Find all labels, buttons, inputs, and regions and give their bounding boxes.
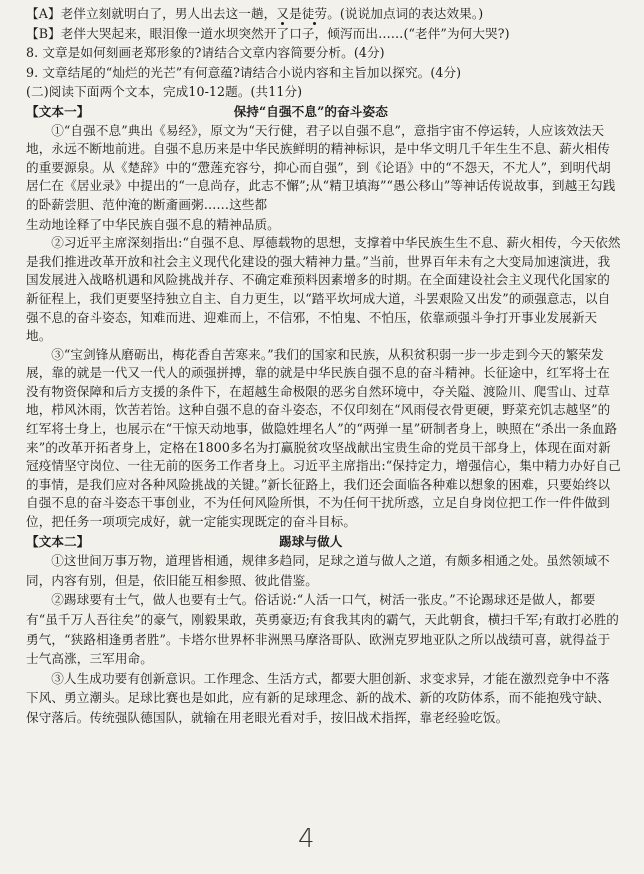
text2-title: 踢球与做人	[279, 533, 343, 549]
text1-paragraph-2: ②习近平主席深刻指出:“自强不息、厚德载物的思想，支撑着中华民族生生不息、薪火相传，今天依然是我们推进改革开放和社会主义现代化建设的强大精神力量。”当前，世界百年未有之大变局加速演进，我国发展进入战略机遇和风险挑战并存、不确定难预料因素增多的时期。在全面建设社会主义现代化国家的新征程上，我们更要坚持独立自主、自力更生，以“踏平坎坷成大道，斗罢艰险又出发”的顽强意志，以自强不息的奋斗姿态，知难而进、迎难而上，不信邪，不怕鬼、不怕压，依靠顽强斗争打开事业发展新天地。	[26, 235, 621, 344]
emphasis-word-tulao: 徒劳	[301, 6, 328, 21]
text1-paragraph-1-end: 生动地诠释了中华民族自强不息的精神品质。	[26, 216, 280, 232]
question-9: 9. 文章结尾的“灿烂的光芒”有何意蕴?请结合小说内容和主旨加以探究。(4分)	[26, 64, 462, 80]
text2-paragraph-1: ①这世间万事万物，道理皆相通，规律多趋同，足球之道与做人之道，有颇多相通之处。虽然领域不同，内容有别，但是，依旧能互相参照、彼此借鉴。	[26, 553, 610, 588]
text1-paragraph-1: ①“自强不息”典出《易经》，原文为“天行健，君子以自强不息”，意指宇宙不停运转，人应该效法天地，永远不断地前进。自强不息历来是中华民族鲜明的精神标识，是中华文明几千年生生不息、薪火相传的重要源泉。从《楚辞》中的“慸莲充容兮，抑心而自强”，到《论语》中的“不怨天，不尤人”，到明代胡居仁在《居业录》中提出的“一息尚存，此志不懈”;从“精卫填海”“愚公移山”等神话传说故事，到越王勾践的卧薪尝胆、范仲淹的断齑画粥……这些都	[26, 122, 616, 212]
text2-label: 【文本二】	[26, 533, 90, 549]
text1-label: 【文本一】	[26, 103, 90, 119]
question-8: 8. 文章是如何刻画老郑形象的?请结合文章内容简要分析。(4分)	[26, 45, 385, 61]
question-a: 【A】老伴立刻就明白了，男人出去这一趟，又是徒劳。(说说加点词的表达效果。)	[26, 6, 484, 21]
section-heading: (二)阅读下面两个文本，完成10-12题。(共11分)	[26, 84, 303, 100]
question-b: 【B】老伴大哭起来，眼泪像一道水坝突然开了口子，倾泻而出……(“老伴”为何大哭?)	[26, 25, 510, 41]
page-number: 4	[298, 824, 315, 854]
text1-header	[26, 102, 622, 122]
text2-paragraph-3: ③人生成功要有创新意识。工作理念、生活方式，都要大胆创新、求变求异，才能在激烈竞争中不落下风、勇立潮头。足球比赛也是如此，应有新的足球理念、新的战术、新的攻防体系，而不能抱残守缺、保守落后。传统强队德国队，就输在用老眼光看对手，按旧战术指挥，靠老经验吃饭。	[26, 670, 610, 725]
text2-header	[26, 532, 622, 552]
text1-title: 保持“自强不息”的奋斗姿态	[233, 103, 388, 119]
text2-paragraph-2: ②踢球要有士气，做人也要有士气。俗话说:“人活一口气，树活一张皮。”不论踢球还是做人，都要有“虽千万人吾往矣”的豪气，刚毅果敢，英勇豪迈;有食我其肉的霸气，天此朝食，横扫千军;有敢打必胜的勇气，“狭路相逢勇者胜”。卡塔尔世界杯非洲黑马摩洛哥队、欧洲克罗地亚队之所以战绩可喜，就得益于士气高涨，三军用命。	[26, 592, 619, 667]
text1-paragraph-3: ③“宝剑锋从磨砺出，梅花香自苦寒来。”我们的国家和民族，从积贫积弱一步一步走到今天的繁荣发展，靠的就是一代又一代人的顽强拼搏，靠的就是中华民族自强不息的奋斗精神。长征途中，红军将士在没有物资保障和后方支援的条件下，在超越生命极限的恶劣自然环境中，夺关隘、渡险川、爬雪山、过草地，栉风沐雨，饮苦若饴。这种自强不息的奋斗姿态，不仅印刻在“风雨侵衣骨更硬，野菜充饥志越坚”的红军将士身上，也展示在“干惊天动地事，做隐姓埋名人”的“两弹一星”研制者身上，映照在“杀出一条血路来”的改革开拓者身上，定格在1800多名为打赢脱贫攻坚战献出宝贵生命的党员干部身上，体现在面对新冠疫情坚守岗位、一往无前的医务工作者身上。习近平主席指出:“保持定力，增强信心，集中精力办好自己的事情，是我们应对各种风险挑战的关键。”新长征路上，我们还会面临各种难以想象的困难，只要始终以自强不息的奋斗姿态干事创业，不为任何风险所惧，不为任何干扰所惑，立足自身岗位把工作一件件做到位，把任务一项项完成好，就一定能实现既定的奋斗目标。	[26, 346, 621, 530]
emphasis-word-you: 又	[276, 6, 290, 21]
